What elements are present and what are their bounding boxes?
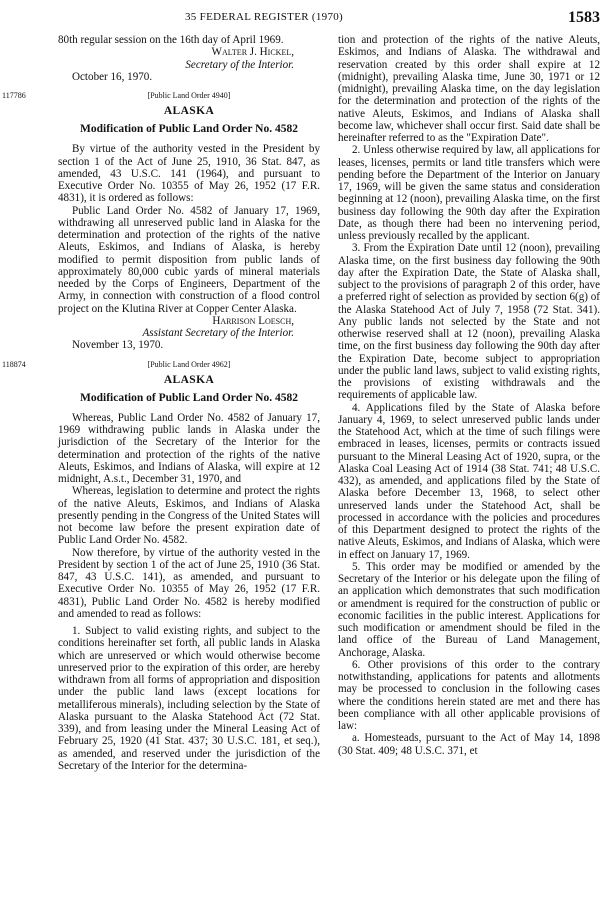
document-reference (2, 90, 320, 101)
document-subject: Modification of Public Land Order No. 4582 (80, 391, 298, 404)
fr-document-number: 117786 (2, 91, 26, 100)
paragraph: Now therefore, by virtue of the authority vested in the President by section 1 of the act of June 25, 1910 (36 Stat. 847, 43 U.S.C. 141), as amended, and pursuant to Executive Order No. 10355 of May 26, 1952 (17 F.R. 4831), Public Land Order No. 4582 is hereby modified and amended to read as follows: (58, 546, 320, 620)
paragraph: Whereas, Public Land Order No. 4582 of January 17, 1969 withdrawing public lands in Alaska under the jurisdiction of the Secretary of the Interior for the determination and protection of the rights of the native Aleuts, Eskimos, and Indians of Alaska, will expire at 12 midnight, A.s.t., December 31, 1970, and (58, 411, 320, 485)
signature-title: Assistant Secretary of the Interior. (142, 327, 294, 339)
page-header (0, 9, 608, 25)
paragraph: a. Homesteads, pursuant to the Act of May 14, 1898 (30 Stat. 409; 48 U.S.C. 371, et (338, 732, 600, 757)
fr-document-number: 118874 (2, 359, 26, 369)
public-land-order-ref: [Public Land Order 4940] (147, 91, 231, 100)
signature-name: Walter J. Hickel, (211, 46, 294, 59)
continued-text: 80th regular session on the 16th day of April 1969. (58, 34, 284, 46)
paragraph: 6. Other provisions of this order to the contrary notwithstanding, applications for patents and allotments may be processed to conclusion in the following cases where the conditions herein stated are met and there has been compliance with all other applicable provisions of law: (338, 658, 600, 732)
left-column (2, 34, 320, 772)
document-subject: Modification of Public Land Order No. 4582 (80, 123, 298, 136)
public-land-order-ref: [Public Land Order 4962] (147, 359, 231, 369)
paragraph: 3. From the Expiration Date until 12 (noon), prevailing Alaska time, on the first business day following the 90th day after the Expiration Date, the State of Alaska shall, subject to the provisions of paragraph 2 of this order, have a preferred right of selection as provided by section 6(g) of the Alaska Statehood Act of July 7, 1958 (72 Stat. 341). Any public lands not selected by the State and not otherwise reserved shall at 12 (noon), prevailing Alaska time, on the first business day following the 90th day after the Expiration Date, become subject to appropriation under the public land laws, subject to valid existing rights, the provisions of existing withdrawals and the requirements of applicable law. (338, 242, 600, 402)
signature-name: Harrison Loesch, (212, 314, 294, 327)
paragraph: Whereas, legislation to determine and protect the rights of the native Aleuts, Eskimos, and Indians of Alaska presently pending in the Congress of the United States will not become law before the present expiration date of Public Land Order No. 4582. (58, 485, 320, 547)
signature-date: October 16, 1970. (72, 70, 153, 83)
document-heading: ALASKA (163, 105, 215, 117)
paragraph: tion and protection of the rights of the native Aleuts, Eskimos, and Indians of Alaska. The withdrawal and reservation created by this order shall expire at 12 (midnight), prevailing Alaska time, June 30, 1971 or 12 (midnight), prevailing Alaska time, on the day legislation for the determination and protection of the rights of the native Aleuts, Eskimos, and Indians of Alaska shall become law, whichever shall occur first. Said date shall be hereinafter referred to as the "Expiration Date". (338, 34, 600, 144)
page-number: 1583 (568, 9, 600, 26)
paragraph: 5. This order may be modified or amended by the Secretary of the Interior or his delegate upon the filing of an application which demonstrates that such modification or amendment is required for the construction of public or economic facilities in the public interest. Applications for such modification or amendment should be filed in the land office of the Bureau of Land Management, Anchorage, Alaska. (338, 560, 600, 659)
document-reference (2, 359, 320, 370)
signature-date: November 13, 1970. (72, 339, 164, 352)
running-head-title: 35 FEDERAL REGISTER (1970) (185, 11, 344, 23)
signature-title: Secretary of the Interior. (185, 58, 294, 71)
paragraph: 1. Subject to valid existing rights, and subject to the conditions hereinafter set forth, all public lands in Alaska which are unreserved or which would otherwise become unreserved prior to the expiration of this order, are hereby withdrawn from all forms of appropriation and disposition under the public land laws (except locations for metalliferous minerals), including selection by the State of Alaska pursuant to the Alaska Statehood Act (72 Stat. 339), and from leasing under the Mineral Leasing Act of February 25, 1920 (41 Stat. 437; 30 U.S.C. 181, et seq.), as amended, and reserved under the jurisdiction of the Secretary of the Interior for the determina- (58, 625, 320, 772)
document-heading: ALASKA (163, 373, 215, 386)
paragraph: Public Land Order No. 4582 of January 17, 1969, withdrawing all unreserved public land in Alaska for the determination and protection of the rights of the native Aleuts, Eskimos, and Indians of Alaska, is hereby modified to permit disposition from public lands of approximately 80,000 cubic yards of mineral materials needed by the Corps of Engineers, Department of the Army, in connection with construction of a flood control project on the Klutina River at Copper Center Alaska. (58, 204, 320, 315)
paragraph: 2. Unless otherwise required by law, all applications for leases, licenses, permits or land title transfers which were pending before the Department of the Interior on January 17, 1969, will be given the same status and consideration beginning at 12 (noon), prevailing Alaska time, on the first business day following the 90th day after the Expiration Date, as though there had been no intervening period, unless previously recalled by the applicant. (338, 144, 600, 242)
right-column (338, 34, 600, 757)
paragraph: By virtue of the authority vested in the President by section 1 of the Act of June 25, 1910, 36 Stat. 847, as amended, 43 U.S.C. 141 (1964), and pursuant to Executive Order No. 10355 of May 26, 1952 (17 F.R. 4831), it is ordered as follows: (58, 143, 320, 205)
paragraph: 4. Applications filed by the State of Alaska before January 4, 1969, to select unreserved public lands under the Statehood Act, which at the time of such filings were embraced in leases, licenses, permits or contracts issued pursuant to the Mineral Leasing Act of 1920, supra, or the Alaska Coal Leasing Act of 1914 (38 Stat. 741; 48 U.S.C. 432), as amended, and applications filed by the State of Alaska before December 13, 1968, to select other unreserved lands under the Statehood Act, shall be processed in accordance with the policies and procedures of this Department designed to protect the rights of the native Aleuts, Eskimos, and Indians of Alaska, which were in effect on January 17, 1969. (338, 401, 600, 561)
